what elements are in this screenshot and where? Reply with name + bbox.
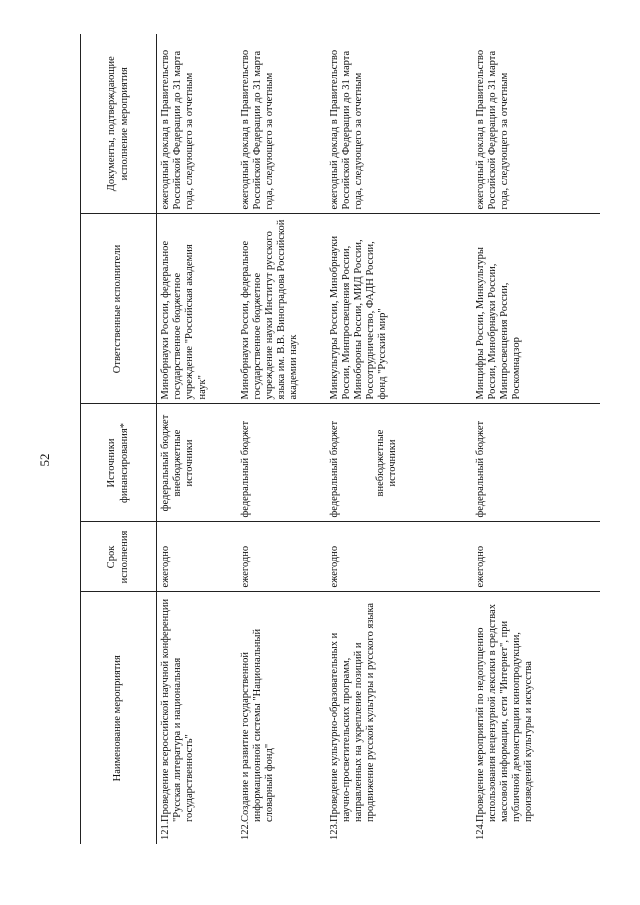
documents-cell: ежегодный доклад в Правительство Российской Федерации до 31 марта года, следующего за отчетным: [157, 34, 237, 214]
header-event-name: Наименование мероприятия: [81, 592, 157, 844]
row-number: 121.: [160, 821, 171, 840]
documents-cell: ежегодный доклад в Правительство Российской Федерации до 31 марта года, следующего за отчетным: [326, 34, 472, 214]
documents-cell: ежегодный доклад в Правительство Российской Федерации до 31 марта года, следующего за отчетным: [237, 34, 326, 214]
page-number: 52: [37, 453, 52, 467]
funding-text: федеральный бюджет внебюджетные источники: [160, 414, 196, 512]
table-row: [237, 34, 326, 844]
executors-cell: Минобрнауки России, федеральное государственное бюджетное учреждение "Российская академия наук": [157, 214, 237, 404]
row-number: 122.: [239, 821, 251, 840]
table-container: [80, 34, 600, 844]
funding-extra-text: внебюджетные источники: [374, 429, 398, 497]
row-number: 123.: [328, 821, 340, 840]
funding-cell: [237, 404, 326, 522]
header-documents: Документы, подтверждающие исполнение мероприятия: [81, 34, 157, 214]
funding-text: федеральный бюджет: [328, 420, 340, 518]
row-number: 124.: [474, 821, 486, 840]
term-cell: ежегодно: [472, 522, 600, 592]
events-table: [80, 34, 600, 844]
table-header-row: [81, 34, 157, 844]
event-cell: [237, 592, 326, 844]
term-cell: ежегодно: [326, 522, 472, 592]
funding-cell: [472, 404, 600, 522]
event-text: Создание и развитие государственной информационной системы "Национальный словарный фонд": [239, 628, 275, 822]
documents-cell: ежегодный доклад в Правительство Российской Федерации до 31 марта года, следующего за отчетным: [472, 34, 600, 214]
event-text: Проведение всероссийской научной конференции "Русская литература и национальная государственность": [160, 598, 196, 822]
event-cell: [157, 592, 237, 844]
funding-cell: [157, 404, 237, 522]
event-text: Проведение культурно-образовательных и научно-просветительских программ, направленных на укрепление позиций и продвижение русской культуры и русского языка: [328, 602, 377, 822]
executors-cell: Минцифры России, Минкультуры России, Минобрнауки России, Минпросвещения России, Роскомнадзор: [472, 214, 600, 404]
executors-cell: Минобрнауки России, федеральное государственное бюджетное учреждение науки Институт русского языка им. В.В. Виноградова Российской академии наук: [237, 214, 326, 404]
rotated-table-area: [80, 34, 600, 844]
table-row: [326, 34, 472, 844]
executors-cell: Минкультуры России, Минобрнауки России, Минпросвещения России, Минобороны России, МИД России, Россотрудничество, ФАДН России, фонд "Русский мир": [326, 214, 472, 404]
funding-text: федеральный бюджет: [474, 420, 486, 518]
event-cell: [326, 592, 472, 844]
funding-text: федеральный бюджет: [239, 420, 251, 518]
term-cell: ежегодно: [237, 522, 326, 592]
header-funding: Источники финансирования*: [81, 404, 157, 522]
table-row: [157, 34, 237, 844]
event-cell: [472, 592, 600, 844]
event-text: Проведение мероприятий по недопущению использования нецензурной лексики в средствах массовой информации, сети "Интернет", при публичной демонстрации кинопродукции, произведений культуры и искусства: [474, 604, 535, 822]
term-cell: ежегодно: [157, 522, 237, 592]
table-row: [472, 34, 600, 844]
funding-cell: [326, 404, 472, 522]
header-term: Срок исполнения: [81, 522, 157, 592]
header-executors: Ответственные исполнители: [81, 214, 157, 404]
